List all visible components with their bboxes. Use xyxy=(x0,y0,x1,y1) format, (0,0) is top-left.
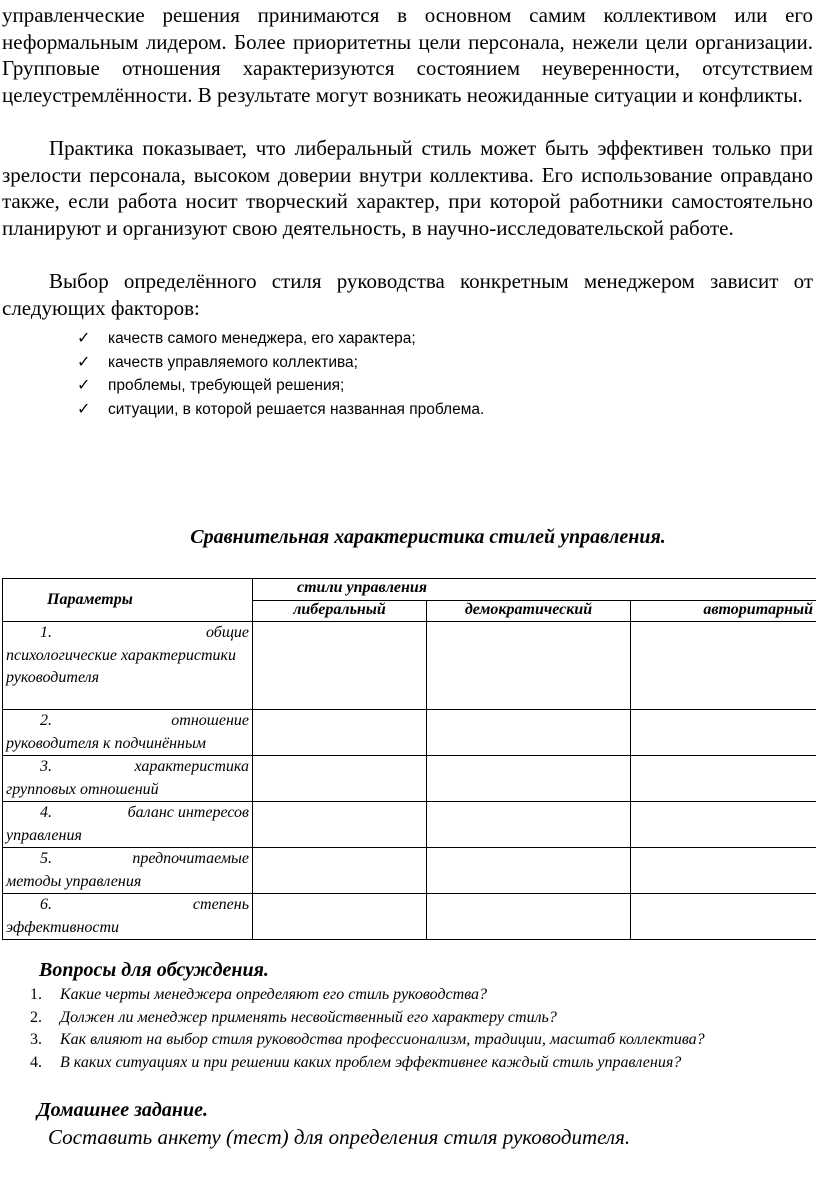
checkmark-icon: ✓ xyxy=(77,377,91,394)
list-item: ✓ ситуации, в которой решается названная проблема. xyxy=(77,398,797,422)
checkmark-icon: ✓ xyxy=(77,400,91,418)
paragraph-liberal-description: управленческие решения принимаются в основном самим коллективом или его неформальным лидером. Более приоритетны цели персонала, нежели цели организации. Групповые отношения характеризуются состоянием неуверенности, отсутствием целеустремлённости. В результате могут возникать неожиданные ситуации и конфликты. xyxy=(2,3,813,107)
checkmark-icon: ✓ xyxy=(77,353,91,371)
param-cell: 1. общие психологические характеристики руководителя xyxy=(3,622,253,710)
table-row xyxy=(3,894,816,940)
paragraph-style-choice: Выбор определённого стиля руководства конкретным менеджером зависит от следующих факторов: xyxy=(2,269,813,320)
table-cell xyxy=(631,710,816,756)
table-cell xyxy=(253,848,427,894)
table-cell xyxy=(631,802,816,848)
table-cell xyxy=(427,622,631,710)
table-row xyxy=(3,802,816,848)
paragraph-liberal-practice: Практика показывает, что либеральный стиль может быть эффективен только при зрелости персонала, высоком доверии внутри коллектива. Его использование оправдано также, если работа носит творческий характер, при которой работники самостоятельно планируют и организуют свою деятельность, в научно-исследовательской работе. xyxy=(2,136,813,240)
table-row xyxy=(3,710,816,756)
table-cell xyxy=(631,894,816,940)
table-cell xyxy=(253,622,427,710)
table-title: Сравнительная характеристика стилей управления. xyxy=(190,526,666,548)
checkmark-icon: ✓ xyxy=(77,330,91,347)
list-item: 4. В каких ситуациях и при решении каких проблем эффективнее каждый стиль управления? xyxy=(30,1053,682,1071)
table-cell xyxy=(631,622,816,710)
list-item: ✓ качеств самого менеджера, его характера; xyxy=(77,327,797,351)
styles-group-header: стили управления xyxy=(253,579,816,601)
table-cell xyxy=(253,894,427,940)
list-item: 1. Какие черты менеджера определяют его стиль руководства? xyxy=(30,986,488,1003)
table-cell xyxy=(427,894,631,940)
table-cell xyxy=(253,756,427,802)
param-cell: 6. степень эффективности xyxy=(3,894,253,940)
table-cell xyxy=(631,848,816,894)
list-item: ✓ проблемы, требующей решения; xyxy=(77,374,797,398)
style-header-liberal: либеральный xyxy=(253,601,427,622)
table-cell xyxy=(427,710,631,756)
table-row xyxy=(3,756,816,802)
homework-title: Домашнее задание. xyxy=(37,1099,208,1121)
style-header-democratic: демократический xyxy=(427,601,631,622)
list-item: 2. Должен ли менеджер применять несвойственный его характеру стиль? xyxy=(30,1008,557,1026)
homework-text: Составить анкету (тест) для определения стиля руководителя. xyxy=(48,1125,631,1149)
list-item: 3. Как влияют на выбор стиля руководства профессионализм, традиции, масштаб коллектива? xyxy=(30,1031,705,1048)
table-cell xyxy=(427,802,631,848)
table-cell xyxy=(253,802,427,848)
factors-list xyxy=(77,327,797,421)
discussion-title: Вопросы для обсуждения. xyxy=(39,959,269,981)
list-item: ✓ качеств управляемого коллектива; xyxy=(77,351,797,375)
param-cell: 2. отношение руководителя к подчинённым xyxy=(3,710,253,756)
params-header: Параметры xyxy=(3,579,253,622)
style-header-authoritarian: авторитарный xyxy=(631,601,816,622)
param-cell: 3. характеристика групповых отношений xyxy=(3,756,253,802)
table-cell xyxy=(631,756,816,802)
table-cell xyxy=(253,710,427,756)
styles-comparison-table xyxy=(2,578,816,940)
table-cell xyxy=(427,848,631,894)
discussion-questions xyxy=(30,984,816,1074)
param-cell: 4. баланс интересов управления xyxy=(3,802,253,848)
table-cell xyxy=(427,756,631,802)
param-cell: 5. предпочитаемые методы управления xyxy=(3,848,253,894)
table-row xyxy=(3,622,816,710)
table-row xyxy=(3,848,816,894)
